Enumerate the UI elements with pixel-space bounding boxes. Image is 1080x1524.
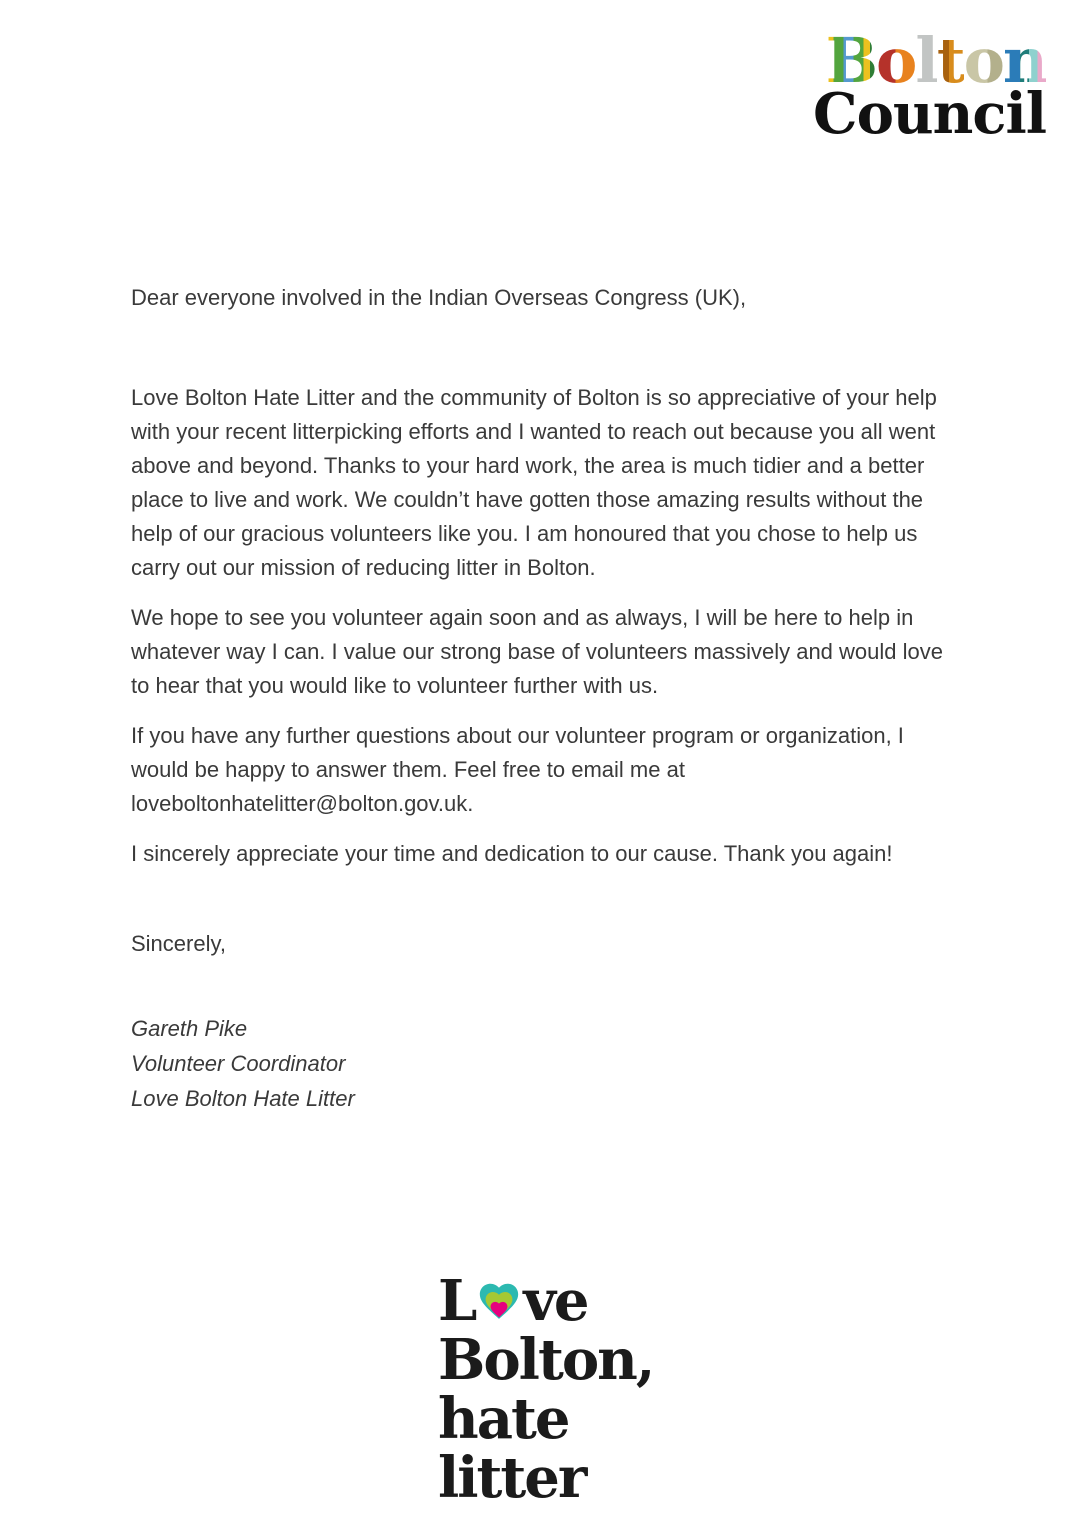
signature-title: Volunteer Coordinator bbox=[131, 1051, 346, 1076]
paragraph-3: If you have any further questions about our volunteer program or organization, I would be happy to answer them. Feel free to email me at loveboltonhatelitter@bolton.gov.uk. bbox=[131, 723, 904, 816]
logo-love-ve: ve bbox=[523, 1268, 588, 1334]
paragraph-4: I sincerely appreciate your time and dedication to our cause. Thank you again! bbox=[131, 841, 893, 866]
council-wordmark: Council bbox=[813, 81, 1046, 147]
signature-name: Gareth Pike bbox=[131, 1016, 248, 1041]
logo-line-bolton: Bolton, bbox=[438, 1327, 654, 1393]
bolton-letter-o2: o bbox=[963, 24, 1003, 97]
salutation: Dear everyone involved in the Indian Overseas Congress (UK), bbox=[131, 285, 747, 310]
closing: Sincerely, bbox=[131, 931, 226, 956]
bolton-council-logo bbox=[813, 24, 1046, 147]
signature-org: Love Bolton Hate Litter bbox=[131, 1086, 355, 1111]
love-bolton-hate-litter-logo bbox=[438, 1268, 654, 1511]
logo-line-hate: hate bbox=[438, 1386, 569, 1452]
bolton-letter-l: l bbox=[915, 24, 937, 97]
logo-line-litter: litter bbox=[438, 1445, 586, 1511]
logo-love-l: L bbox=[438, 1268, 476, 1334]
bolton-letter-o1: o bbox=[876, 24, 916, 97]
bolton-letter-b: B bbox=[825, 24, 876, 97]
logo-line-love bbox=[438, 1268, 653, 1334]
paragraph-2: We hope to see you volunteer again soon and as always, I will be here to help in whatever way I can. I value our strong base of volunteers massively and would love to hear that you would like to volunteer further with us. bbox=[131, 605, 943, 698]
letter-content bbox=[131, 281, 951, 1116]
bolton-letter-t: t bbox=[936, 24, 964, 97]
heart-icon bbox=[476, 1276, 522, 1322]
bolton-letter-n: n bbox=[1002, 24, 1046, 97]
paragraph-1: Love Bolton Hate Litter and the community of Bolton is so appreciative of your help with your recent litterpicking efforts and I wanted to reach out because you all went above and beyond. Thanks to your hard work, the area is much tidier and a better place to live and work. We couldn’t have gotten those amazing results without the help of our gracious volunteers like you. I am honoured that you chose to help us carry out our mission of reducing litter in Bolton. bbox=[131, 385, 937, 580]
